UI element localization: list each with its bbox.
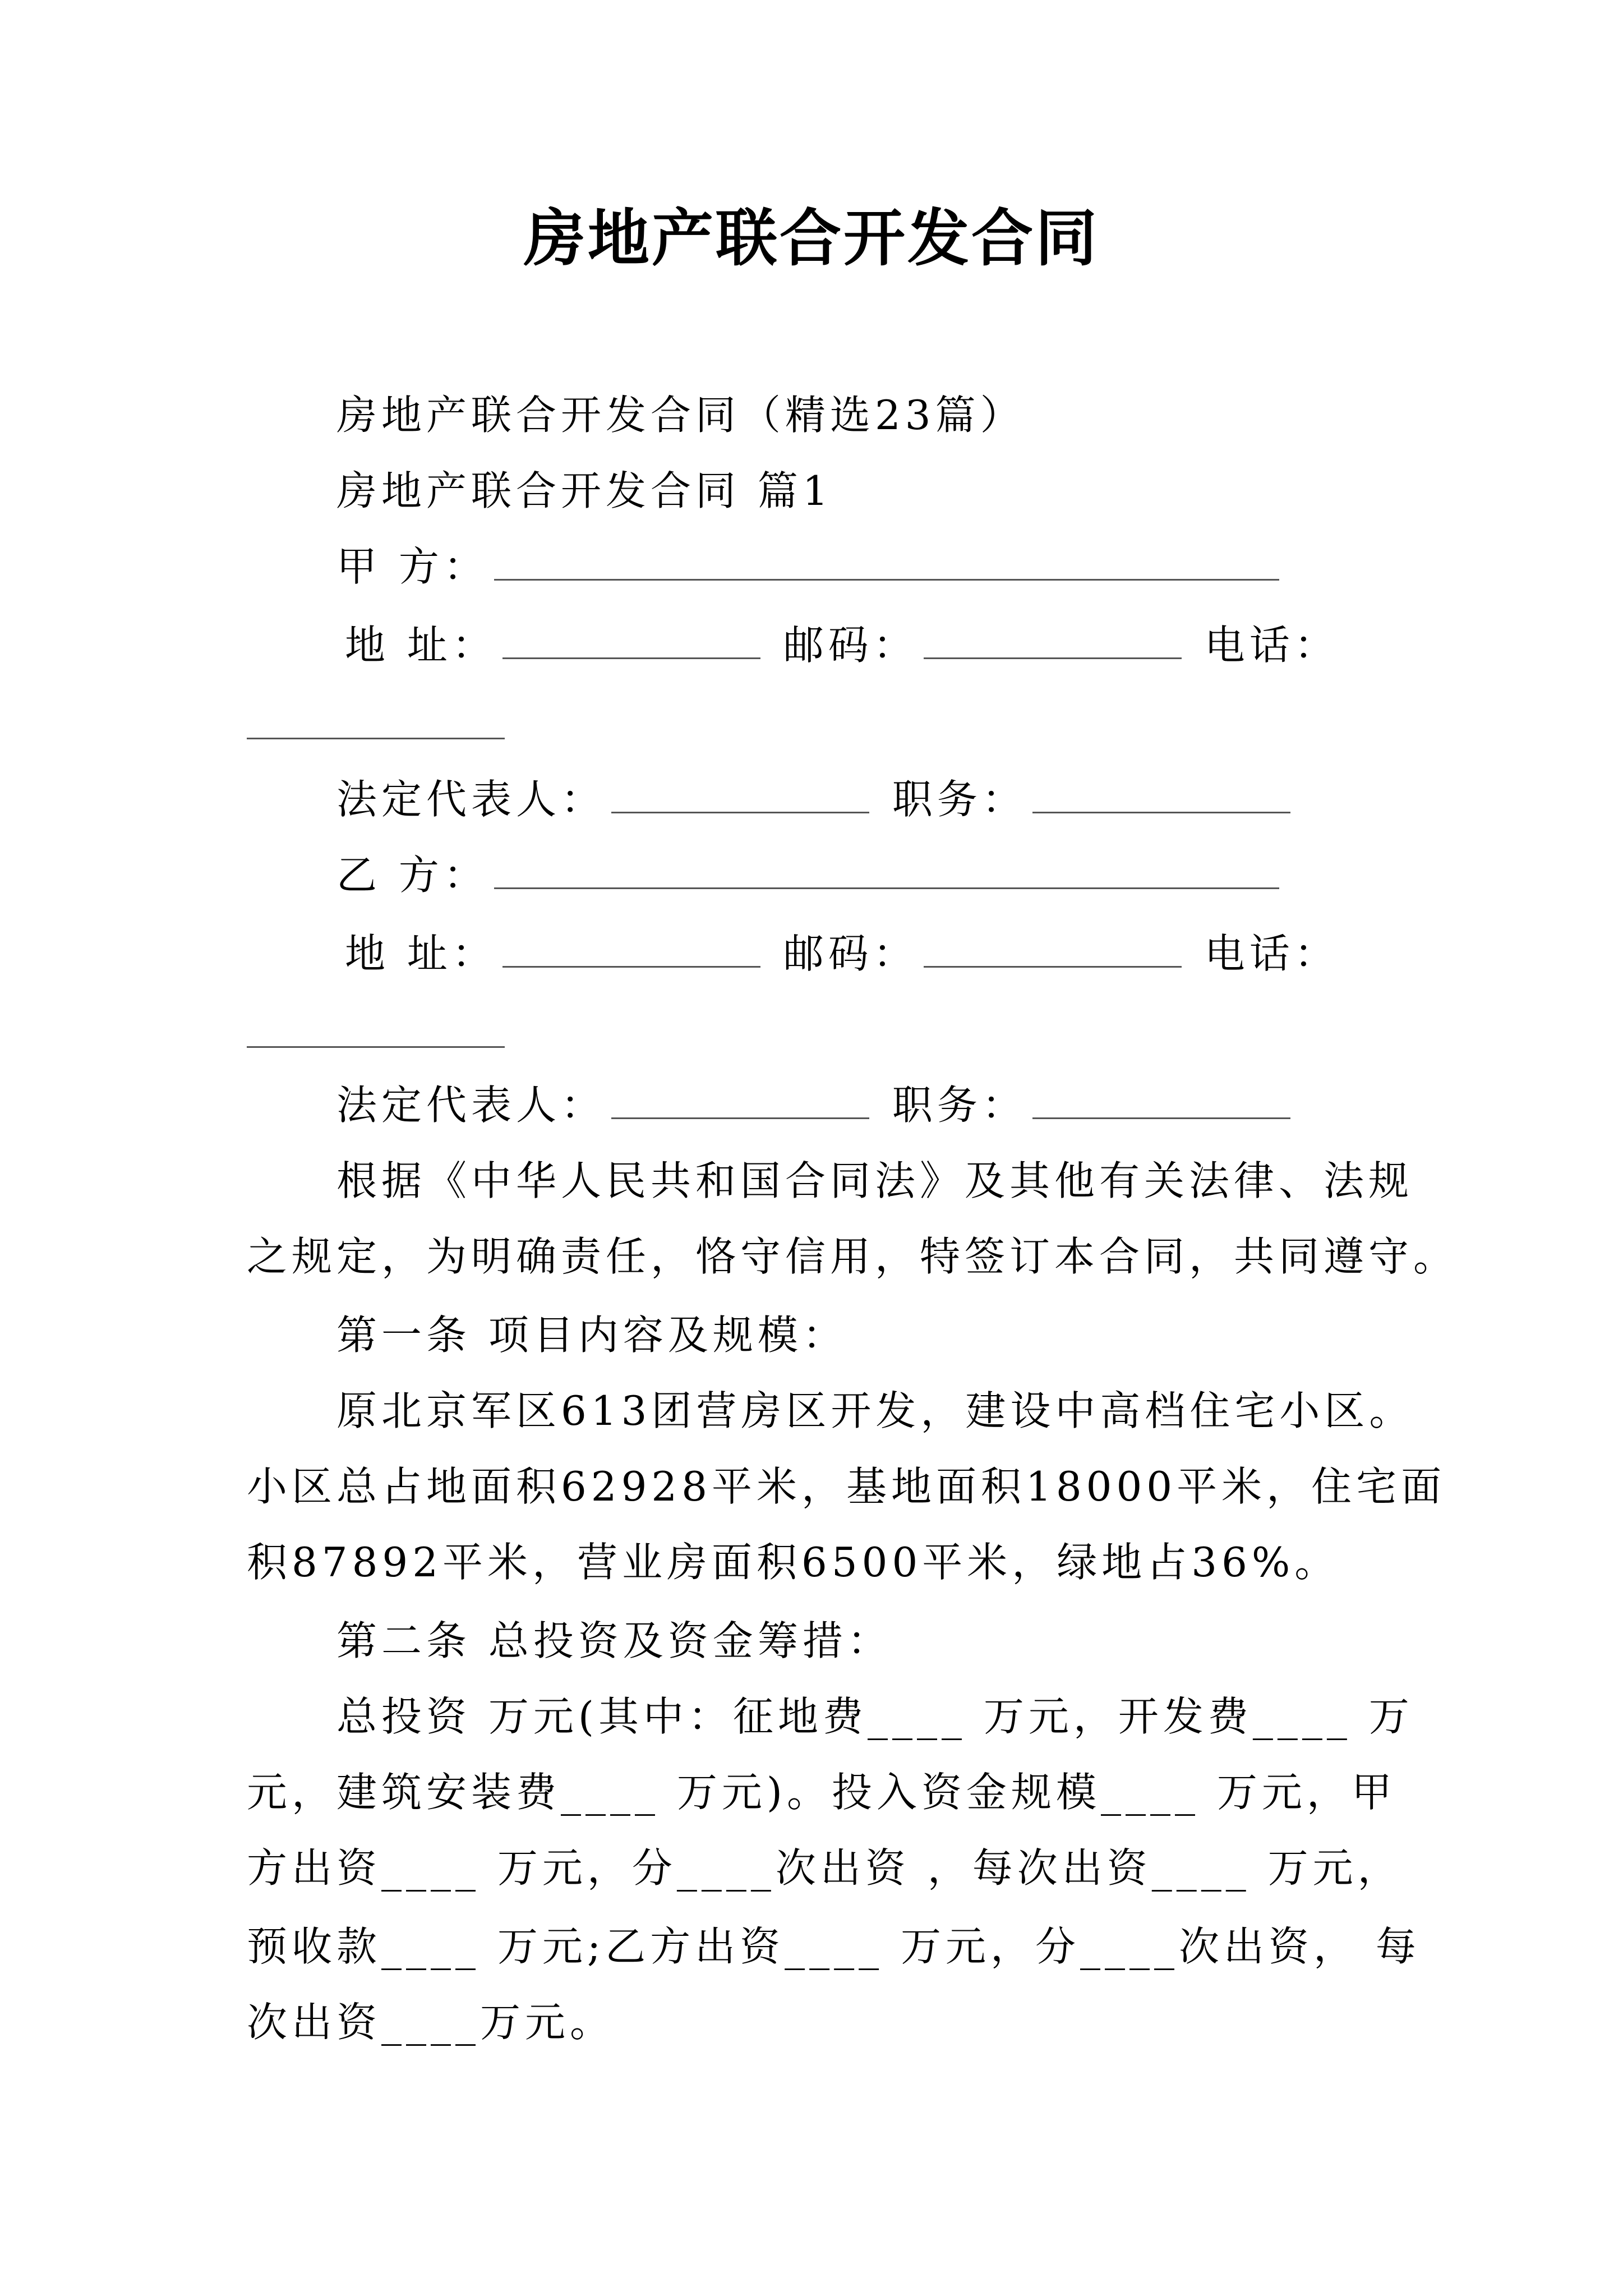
article-1-line-2: 小区总占地面积62928平米，基地面积18000平米，住宅面 (247, 1463, 1446, 1510)
party-b-label: 乙 方： (336, 852, 488, 899)
party-b-phone-blank (247, 1046, 505, 1048)
article-2-line-1: 总投资 万元(其中：征地费____ 万元，开发费____ 万 (336, 1693, 1414, 1740)
party-a-label: 甲 方： (336, 543, 488, 590)
document-title: 房地产联合开发合同 (524, 202, 1099, 274)
article-2-line-2: 元，建筑安装费____ 万元)。投入资金规模____ 万元，甲 (247, 1769, 1396, 1816)
party-b-address-label: 地 址： (345, 930, 497, 977)
document-subtitle: 房地产联合开发合同（精选23篇） (336, 392, 1025, 439)
party-b-address-blank (502, 932, 760, 968)
party-b-rep-label: 法定代表人： (336, 1082, 606, 1129)
party-b-zip-blank (924, 932, 1182, 968)
party-a-rep-blank (611, 778, 869, 813)
article-2-line-3: 方出资____ 万元，分____次出资 ，每次出资____ 万元， (247, 1844, 1403, 1892)
party-a-phone-blank (247, 738, 505, 739)
preamble-line-1: 根据《中华人民共和国合同法》及其他有关法律、法规 (336, 1157, 1414, 1204)
article-2-line-5: 次出资____万元。 (247, 1999, 615, 2046)
party-b-address-row (345, 926, 1339, 982)
party-b-zip-label: 邮码： (783, 930, 918, 977)
party-a-zip-label: 邮码： (783, 622, 918, 669)
party-a-phone-label: 电话： (1204, 622, 1339, 669)
party-a-address-blank (502, 624, 760, 659)
party-b-row (336, 847, 1285, 903)
party-a-title-label: 职务： (892, 776, 1027, 823)
party-a-title-blank (1032, 778, 1290, 813)
party-b-blank (494, 854, 1279, 889)
party-a-address-label: 地 址： (345, 622, 497, 669)
article-1-line-1: 原北京军区613团营房区开发，建设中高档住宅小区。 (336, 1387, 1414, 1434)
party-a-rep-label: 法定代表人： (336, 776, 606, 823)
article-1-heading: 第一条 项目内容及规模： (336, 1312, 847, 1359)
party-b-rep-row (336, 1077, 1296, 1133)
party-b-phone-label: 电话： (1204, 930, 1339, 977)
party-b-rep-blank (611, 1084, 869, 1119)
party-b-title-label: 职务： (892, 1082, 1027, 1129)
party-a-blank (494, 545, 1279, 581)
article-2-heading: 第二条 总投资及资金筹措： (336, 1617, 892, 1664)
section-heading: 房地产联合开发合同 篇1 (336, 467, 833, 514)
party-b-title-blank (1032, 1084, 1290, 1119)
party-a-rep-row (336, 771, 1296, 827)
party-a-address-row (345, 617, 1339, 673)
article-2-line-4: 预收款____ 万元;乙方出资____ 万元，分____次出资， 每 (247, 1923, 1421, 1970)
party-a-zip-blank (924, 624, 1182, 659)
article-1-line-3: 积87892平米，营业房面积6500平米，绿地占36%。 (247, 1539, 1340, 1586)
party-a-row (336, 539, 1285, 595)
preamble-line-2: 之规定，为明确责任，恪守信用，特签订本合同，共同遵守。 (247, 1233, 1459, 1280)
